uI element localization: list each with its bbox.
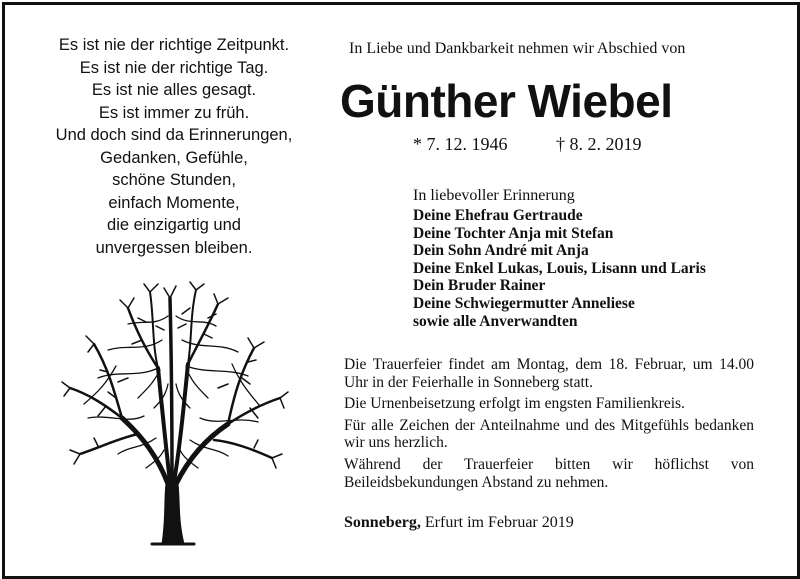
closing-rest: Erfurt im Februar 2019 — [420, 514, 574, 531]
poem-line: Es ist nie alles gesagt. — [91, 81, 257, 99]
poem-line: Gedanken, Gefühle, — [100, 148, 248, 167]
mourner-line: Deine Schwiegermutter Anneliese — [413, 294, 635, 312]
poem-line: Und doch sind da Erinnerungen, — [55, 126, 293, 144]
notice-paragraph: Für alle Zeichen der Anteilnahme und des Mitgefühls bedanken wir uns herzlich. — [344, 416, 754, 452]
notice-paragraph: Die Urnenbeisetzung erfolgt im engsten Familienkreis. — [344, 395, 685, 413]
mourner-line: Deine Tochter Anja mit Stefan — [413, 224, 614, 242]
poem-line: die einzigartig und — [107, 216, 241, 234]
poem-line: schöne Stunden, — [112, 171, 236, 189]
poem-line: Es ist nie der richtige Tag. — [79, 58, 269, 77]
poem-line: unvergessen bleiben. — [95, 238, 253, 257]
poem-line: Es ist immer zu früh. — [98, 103, 250, 122]
notice-paragraph: Die Trauerfeier findet am Montag, dem 18. Februar, um 14.00 Uhr in der Feierhalle in Sonneberg statt. — [344, 356, 754, 391]
tree-icon — [58, 278, 290, 546]
mourner-line: Deine Ehefrau Gertraude — [413, 207, 583, 224]
notice-paragraph: Während der Trauerfeier bitten wir höflichst von Beileidsbekundungen Abstand zu nehmen. — [344, 455, 754, 491]
poem-line: Es ist nie der richtige Zeitpunkt. — [58, 36, 290, 54]
mourner-line: Deine Enkel Lukas, Louis, Lisann und Laris — [413, 259, 706, 277]
closing-place: Sonneberg, — [344, 514, 421, 531]
mourner-line: Dein Bruder Rainer — [413, 277, 546, 295]
mourners-list — [413, 207, 706, 330]
memory-label: In liebevoller Erinnerung — [413, 187, 575, 204]
mourner-line: Dein Sohn André mit Anja — [413, 242, 589, 260]
birth-date: * 7. 12. 1946 — [413, 134, 508, 154]
poem-line: einfach Momente, — [108, 193, 240, 212]
poem — [24, 34, 324, 259]
funeral-notice — [344, 356, 754, 495]
intro-text: In Liebe und Dankbarkeit nehmen wir Abschied von — [349, 40, 686, 57]
death-date: † 8. 2. 2019 — [556, 134, 642, 154]
place-date-line — [344, 514, 574, 532]
deceased-name: Günther Wiebel — [340, 75, 673, 127]
mourner-line: sowie alle Anverwandten — [413, 312, 578, 330]
